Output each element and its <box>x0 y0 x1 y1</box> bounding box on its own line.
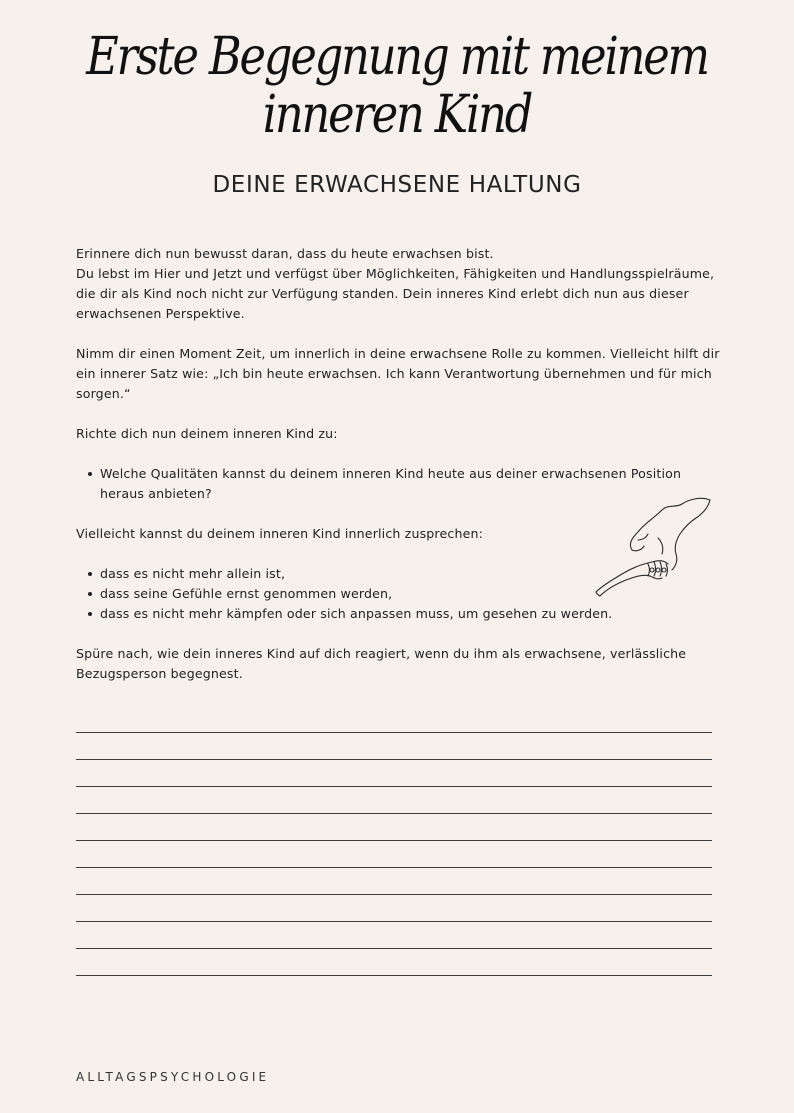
reflection-paragraph: Spüre nach, wie dein inneres Kind auf dich reagiert, wenn du ihm als erwachsene, verlässliche Bezugsperson begegnest. <box>76 646 687 681</box>
writing-line[interactable] <box>76 732 712 759</box>
list-item: Welche Qualitäten kannst du deinem inneren Kind heute aus deiner erwachsenen Position heraus anbieten? <box>76 464 726 504</box>
writing-line[interactable] <box>76 759 712 786</box>
body-text <box>76 244 726 684</box>
writing-line[interactable] <box>76 948 712 975</box>
writing-lines <box>76 732 712 1002</box>
intro-paragraph: Du lebst im Hier und Jetzt und verfügst über Möglichkeiten, Fähigkeiten und Handlungsspielräume, die dir als Kind noch nicht zur Verfügung standen. Dein inneres Kind erlebt dich nun aus dieser erwachsenen Perspektive. <box>76 266 715 321</box>
brand-footer: ALLTAGSPSYCHOLOGIE <box>76 1070 270 1084</box>
writing-line[interactable] <box>76 894 712 921</box>
writing-line[interactable] <box>76 786 712 813</box>
writing-line[interactable] <box>76 867 712 894</box>
section-heading: DEINE ERWACHSENE HALTUNG <box>212 172 582 198</box>
inner-sentence-paragraph: Nimm dir einen Moment Zeit, um innerlich in deine erwachsene Rolle zu kommen. Vielleicht hilft dir ein innerer Satz wie: „Ich bin heute erwachsen. Ich kann Verantwortung übernehmen und für mich sorgen.“ <box>76 346 720 401</box>
writing-line[interactable] <box>76 921 712 948</box>
writing-line[interactable] <box>76 840 712 867</box>
turn-to-child-paragraph: Richte dich nun deinem inneren Kind zu: <box>76 426 338 441</box>
list-item: dass es nicht mehr kämpfen oder sich anpassen muss, um gesehen zu werden. <box>76 604 726 624</box>
page-title: Erste Begegnung mit meinem inneren Kind <box>86 27 708 145</box>
holding-hands-icon <box>592 494 714 598</box>
intro-line: Erinnere dich nun bewusst daran, dass du heute erwachsen bist. <box>76 246 494 261</box>
list-item: dass seine Gefühle ernst genommen werden, <box>76 584 726 604</box>
list-item: dass es nicht mehr allein ist, <box>76 564 726 584</box>
affirmation-intro: Vielleicht kannst du deinem inneren Kind innerlich zusprechen: <box>76 526 484 541</box>
writing-line[interactable] <box>76 975 712 1002</box>
writing-line[interactable] <box>76 813 712 840</box>
